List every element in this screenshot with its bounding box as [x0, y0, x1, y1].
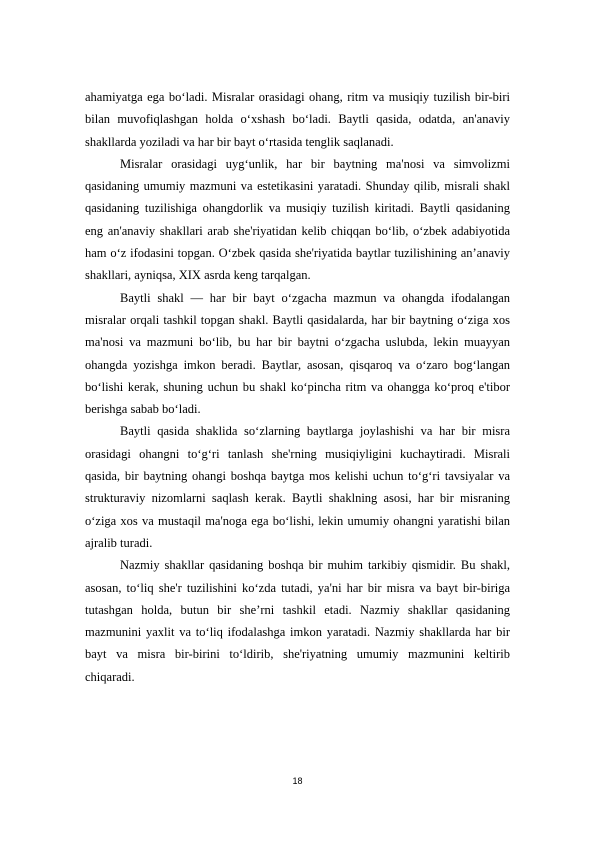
page-body	[85, 86, 510, 688]
page-number: 18	[292, 776, 303, 786]
paragraph-1: ahamiyatga ega bo‘ladi. Misralar orasidagi ohang, ritm va musiqiy tuzilish bir-biri bilan muvofiqlashgan holda o‘xshash bo‘ladi. Baytli qasida, odatda, an'anaviy shakllarda yoziladi va har bir bayt o‘rtasida tenglik saqlanadi.	[85, 90, 510, 149]
paragraph-4: Baytli qasida shaklida so‘zlarning baytlarga joylashishi va har bir misra orasidagi ohangni to‘g‘ri tanlash she'rning musiqiyligini kuchaytiradi. Misrali qasida, bir baytning ohangi boshqa baytga mos kelishi uchun to‘g‘ri tavsiyalar va strukturaviy nizomlarni saqlash kerak. Baytli shaklning asosi, har bir misraning o‘ziga xos va mustaqil ma'noga ega bo‘lishi, lekin umumiy ohangni yaratishi bilan ajralib turadi.	[85, 424, 510, 550]
paragraph-5: Nazmiy shakllar qasidaning boshqa bir muhim tarkibiy qismidir. Bu shakl, asosan, to‘liq she'r tuzilishini ko‘zda tutadi, ya'ni har bir misra va bayt bir-biriga tutashgan holda, butun bir she’rni tashkil etadi. Nazmiy shakllar qasidaning mazmunini yaxlit va to‘liq ifodalashga imkon yaratadi. Nazmiy shakllarda har bir bayt va misra bir-birini to‘ldirib, she'riyatning umumiy mazmunini keltirib chiqaradi.	[85, 558, 510, 684]
paragraph-2: Misralar orasidagi uyg‘unlik, har bir baytning ma'nosi va simvolizmi qasidaning umumiy mazmuni va estetikasini yaratadi. Shunday qilib, misrali shakl qasidaning tuzilishiga ohangdorlik va musiqiy tuzilish kiritadi. Baytli qasidaning eng an'anaviy shakllari arab she'riyatidan kelib chiqqan bo‘lib, o‘zbek adabiyotida ham o‘z ifodasini topgan. O‘zbek qasida she'riyatida baytlar tuzilishining an’anaviy shakllari, ayniqsa, XIX asrda keng tarqalgan.	[85, 156, 510, 283]
paragraph-3: Baytli shakl — har bir bayt o‘zgacha mazmun va ohangda ifodalangan misralar orqali tashkil topgan shakl. Baytli qasidalarda, har bir baytning o‘ziga xos ma'nosi va mazmuni bo‘lib, bu har bir baytni o‘zgacha uslubda, lekin muayyan ohangda yozishga imkon beradi. Baytlar, asosan, qisqaroq va o‘zaro bog‘langan bo‘lishi kerak, shuning uchun bu shakl ko‘pincha ritm va ohangga ko‘proq e'tibor berishga sabab bo‘ladi.	[85, 290, 510, 417]
